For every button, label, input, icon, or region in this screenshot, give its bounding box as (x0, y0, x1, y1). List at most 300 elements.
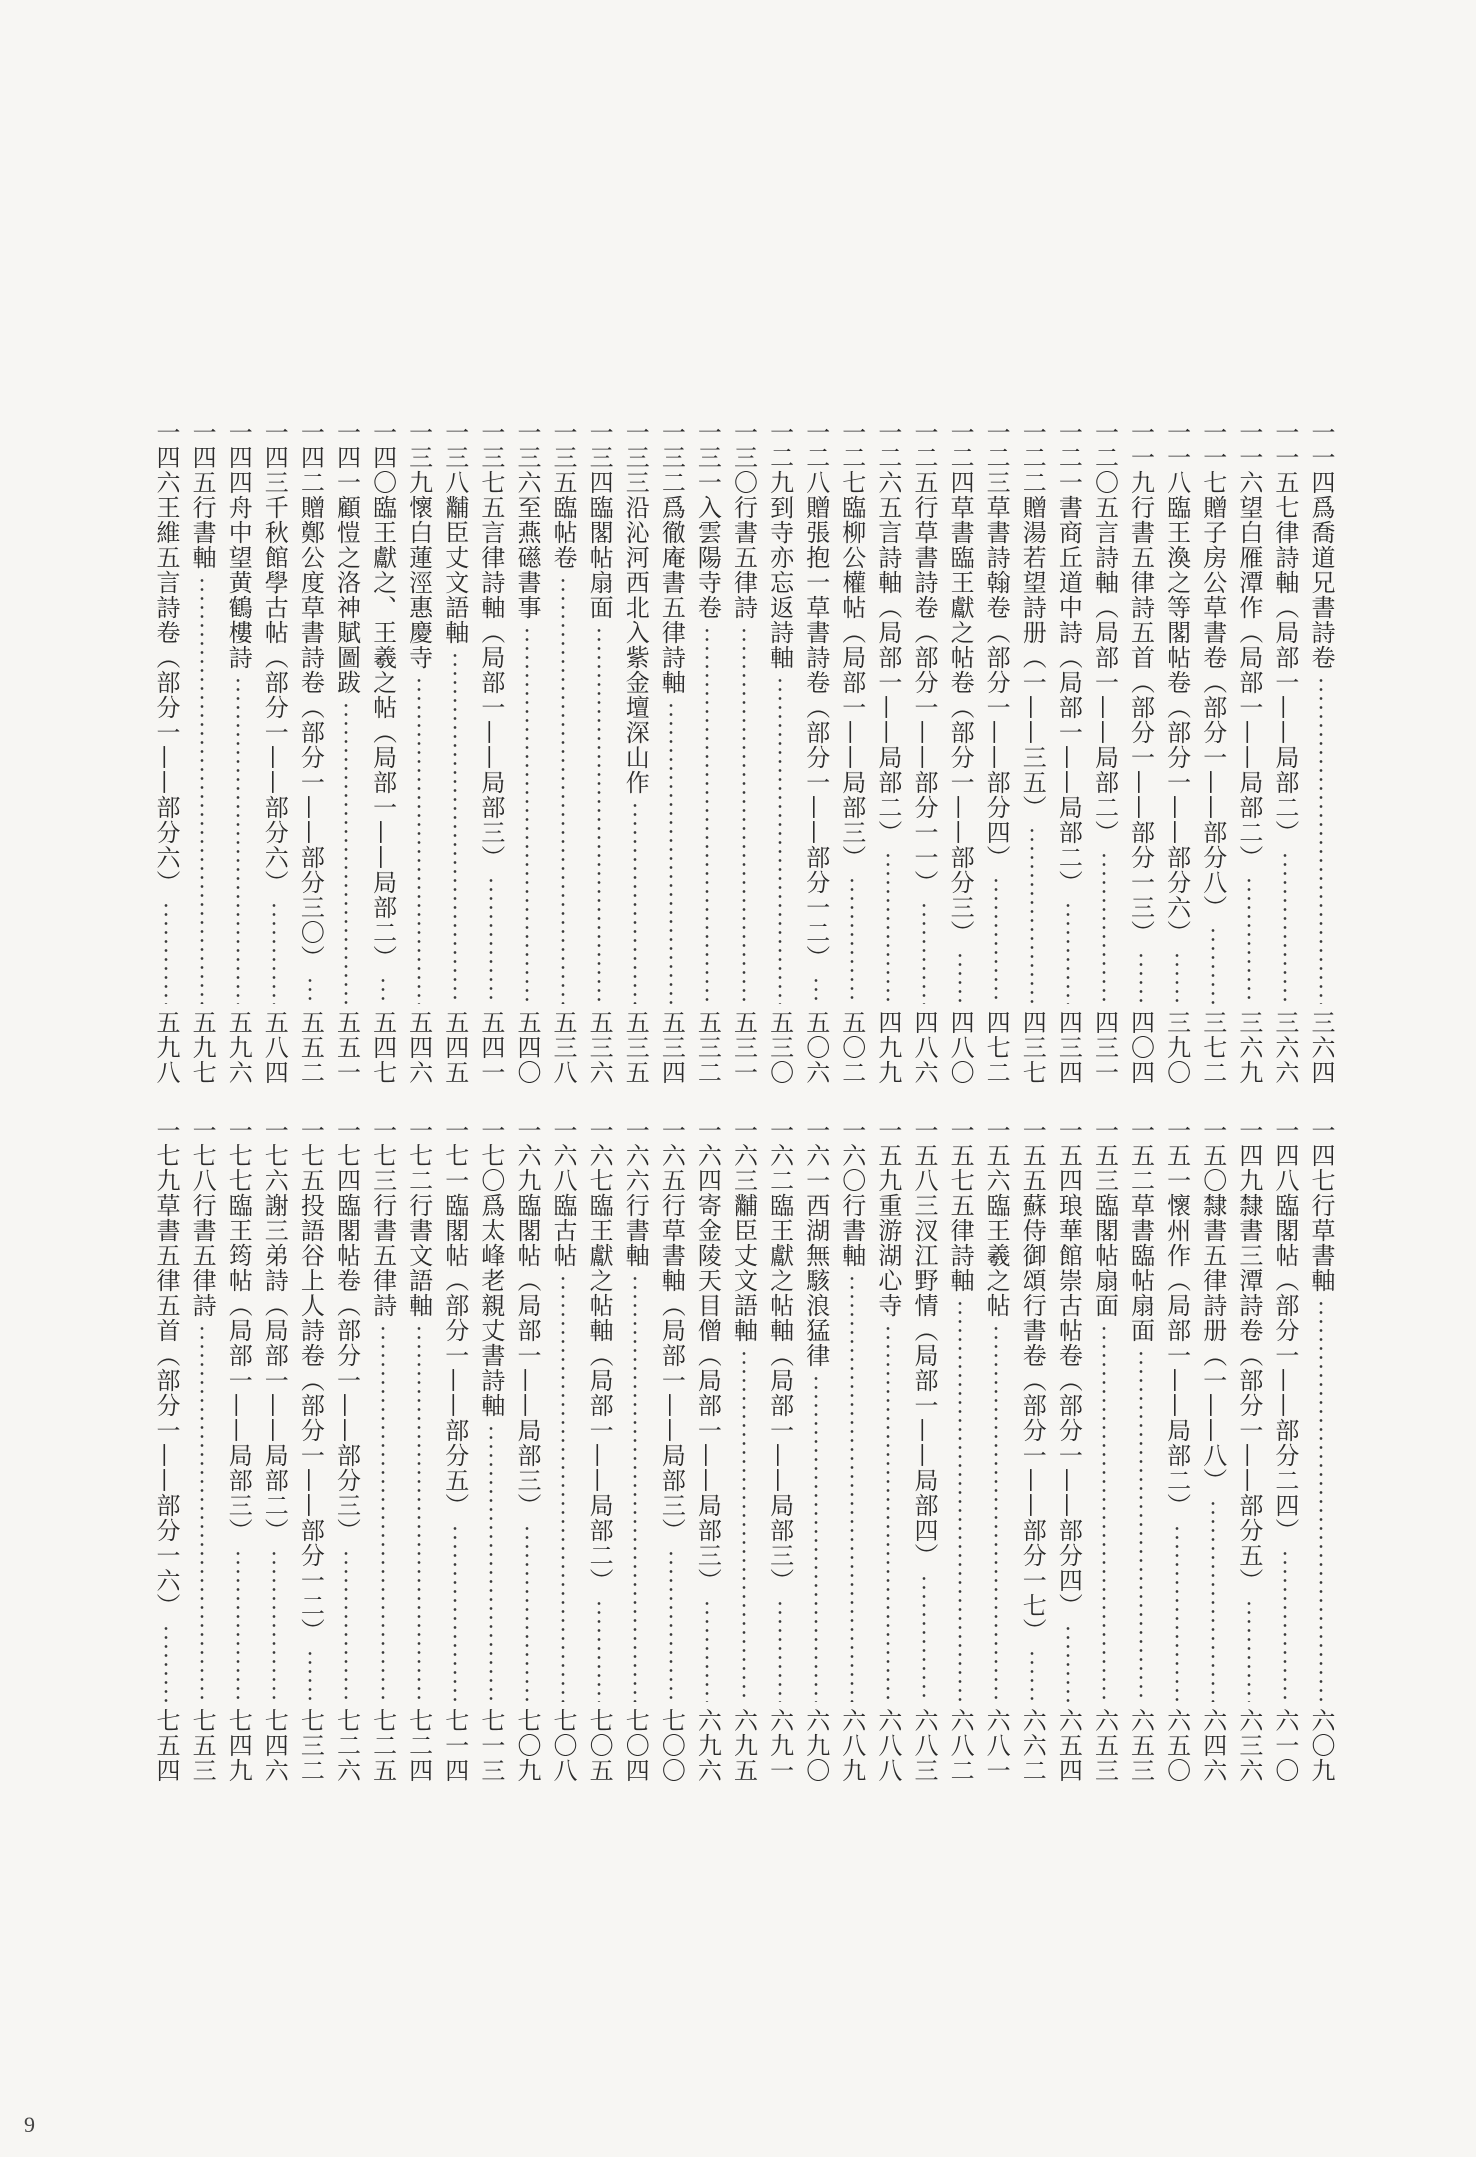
entry-title: 草書五律五首（部分一——部分一六） (152, 1193, 180, 1618)
dot-leader (368, 976, 398, 1004)
dot-leader (1270, 1549, 1300, 1702)
toc-entry (259, 420, 289, 1085)
dot-leader (440, 651, 470, 1004)
entry-page: 六〇九 (1307, 1708, 1335, 1783)
entry-title: 行草書軸（局部一——局部三） (657, 1193, 686, 1543)
dot-leader (548, 576, 578, 1004)
entry-number: 一七六 (260, 1118, 289, 1193)
toc-entry (1162, 420, 1192, 1085)
entry-title: 臨王獻之帖軸（局部一——局部二） (585, 1193, 614, 1593)
dot-leader (404, 676, 434, 1004)
toc-entry (187, 420, 217, 1085)
entry-title: 三汊江野情（局部一——局部四） (909, 1193, 938, 1568)
dot-leader (187, 1324, 217, 1702)
entry-page: 六五〇 (1162, 1708, 1191, 1783)
entry-page: 七四九 (224, 1708, 253, 1783)
dot-leader (151, 1624, 181, 1702)
entry-page: 六九六 (693, 1708, 722, 1783)
entry-number: 一二五 (909, 420, 938, 495)
entry-page: 五三八 (549, 1010, 578, 1085)
entry-page: 四三七 (1018, 1010, 1047, 1085)
dot-leader (1234, 876, 1264, 1004)
entry-title: 爲喬道兄書詩卷 (1307, 495, 1335, 670)
dot-leader (1126, 951, 1156, 1004)
entry-number: 一四二 (296, 420, 325, 495)
toc-entry (656, 1118, 686, 1783)
entry-page: 六四六 (1198, 1708, 1227, 1783)
entry-title: 行書文語軸 (404, 1193, 433, 1318)
entry-number: 一五〇 (1198, 1118, 1227, 1193)
entry-page: 六三六 (1234, 1708, 1263, 1783)
entry-page: 五四〇 (512, 1010, 541, 1085)
entry-page: 四三一 (1090, 1010, 1119, 1085)
dot-leader (981, 876, 1011, 1004)
entry-page: 六一〇 (1270, 1708, 1299, 1783)
entry-number: 一三〇 (729, 420, 758, 495)
dot-leader (295, 976, 325, 1004)
entry-title: 懷白蓮涇惠慶寺 (404, 495, 433, 670)
entry-title: 五律詩軸 (946, 1193, 975, 1293)
toc-entry (1270, 1118, 1300, 1783)
dot-leader (692, 626, 722, 1004)
entry-page: 五九七 (188, 1010, 217, 1085)
entry-title: 黼臣丈文語軸 (440, 495, 469, 645)
dot-leader (187, 576, 217, 1004)
entry-number: 一七〇 (476, 1118, 505, 1193)
toc-entry (692, 1118, 722, 1783)
entry-number: 一六二 (765, 1118, 794, 1193)
entry-page: 七一四 (440, 1708, 469, 1783)
entry-title: 臨閣帖扇面 (585, 495, 614, 620)
dot-leader (1234, 1599, 1264, 1702)
entry-page: 六六二 (1018, 1708, 1047, 1783)
entry-title: 懷州作（局部一——局部二） (1162, 1193, 1191, 1518)
entry-page: 三六四 (1307, 1010, 1335, 1085)
entry-title: 臨王獻之、王羲之帖（局部一——局部二） (368, 495, 397, 970)
toc-entry (223, 1118, 253, 1783)
toc-entry (837, 1118, 867, 1783)
dot-leader (873, 851, 903, 1004)
toc-entry (548, 420, 578, 1085)
dot-leader (1306, 1299, 1336, 1702)
toc-entry (476, 1118, 506, 1783)
entry-title: 贈子房公草書卷（部分一——部分八） (1198, 495, 1227, 920)
entry-number: 一一五 (1270, 420, 1299, 495)
entry-title: 贈鄭公度草書詩卷（部分一——部分三〇） (296, 495, 325, 970)
entry-number: 一六一 (801, 1118, 830, 1193)
dot-leader (909, 1574, 939, 1702)
entry-page: 五三四 (657, 1010, 686, 1085)
entry-title: 重游湖心寺 (873, 1193, 902, 1318)
dot-leader (512, 1524, 542, 1702)
entry-number: 一二二 (1018, 420, 1047, 495)
toc-entry (1126, 1118, 1156, 1783)
entry-number: 一七五 (296, 1118, 325, 1193)
toc-entry (295, 420, 325, 1085)
entry-page: 五三〇 (765, 1010, 794, 1085)
entry-number: 一一六 (1234, 420, 1263, 495)
entry-page: 六五四 (1054, 1708, 1083, 1783)
dot-leader (404, 1324, 434, 1702)
dot-leader (1089, 1324, 1119, 1702)
entry-title: 黼臣丈文語軸 (729, 1193, 758, 1343)
entry-page: 七〇九 (512, 1708, 541, 1783)
dot-leader (548, 1274, 578, 1702)
entry-title: 五言律詩軸（局部一——局部三） (476, 495, 505, 870)
dot-leader (512, 626, 542, 1004)
toc-entry (1053, 420, 1083, 1085)
toc-entry (765, 1118, 795, 1783)
entry-number: 一一八 (1162, 420, 1191, 495)
toc-entry (295, 1118, 325, 1783)
entry-number: 一六八 (549, 1118, 578, 1193)
entry-number: 一二三 (982, 420, 1011, 495)
entry-number: 一四九 (1234, 1118, 1263, 1193)
entry-page: 五八四 (260, 1010, 289, 1085)
dot-leader (584, 1599, 614, 1702)
entry-title: 臨閣帖卷（部分一——部分三） (332, 1193, 361, 1543)
entry-number: 一二九 (765, 420, 794, 495)
entry-number: 一二四 (946, 420, 975, 495)
entry-number: 一二一 (1054, 420, 1083, 495)
toc-entry (909, 420, 939, 1085)
entry-number: 一三七 (476, 420, 505, 495)
toc-entry (1017, 420, 1047, 1085)
entry-number: 一三五 (549, 420, 578, 495)
toc-entry (368, 1118, 398, 1783)
entry-title: 爲太峰老親丈書詩軸 (476, 1193, 505, 1418)
entry-page: 六八二 (946, 1708, 975, 1783)
toc-entry (1198, 420, 1228, 1085)
entry-page: 七〇八 (549, 1708, 578, 1783)
toc-entry (765, 420, 795, 1085)
entry-number: 一二〇 (1090, 420, 1119, 495)
entry-title: 隸書五律詩册（一——八） (1198, 1193, 1227, 1493)
entry-page: 七二四 (404, 1708, 433, 1783)
entry-number: 一三六 (512, 420, 541, 495)
entry-title: 臨閣帖（部分一——部分五） (440, 1193, 469, 1518)
dot-leader (1017, 1649, 1047, 1702)
entry-title: 蘇侍御頌行書卷（部分一——部分一七） (1018, 1193, 1047, 1643)
entry-number: 一二七 (837, 420, 866, 495)
toc-entry (945, 1118, 975, 1783)
entry-number: 一五三 (1090, 1118, 1119, 1193)
entry-page: 七二六 (332, 1708, 361, 1783)
toc-entry (981, 1118, 1011, 1783)
entry-title: 行草書軸 (1307, 1193, 1335, 1293)
toc-entry (873, 1118, 903, 1783)
entry-number: 一三一 (693, 420, 722, 495)
dot-leader (440, 1524, 470, 1702)
entry-title: 行書五律詩 (729, 495, 758, 620)
dot-leader (331, 701, 361, 1004)
entry-title: 臨閣帖（局部一——局部三） (512, 1193, 541, 1518)
entry-title: 行書五律詩 (188, 1193, 217, 1318)
entry-number: 一四〇 (368, 420, 397, 495)
entry-title: 臨古帖 (549, 1193, 578, 1268)
entry-number: 一一七 (1198, 420, 1227, 495)
entry-title: 西湖無駭浪猛律 (801, 1193, 830, 1368)
toc-entry (1234, 420, 1264, 1085)
entry-page: 三六九 (1234, 1010, 1263, 1085)
entry-title: 舟中望黄鶴樓詩 (224, 495, 253, 670)
entry-number: 一四六 (152, 420, 180, 495)
entry-title: 到寺亦忘返詩軸 (765, 495, 794, 670)
entry-title: 行書五律詩五首（部分一——部分一三） (1126, 495, 1155, 945)
entry-number: 一五一 (1162, 1118, 1191, 1193)
toc-entry (945, 420, 975, 1085)
entry-page: 七四六 (260, 1708, 289, 1783)
entry-page: 七〇五 (585, 1708, 614, 1783)
dot-leader (801, 976, 831, 1004)
toc-entry (1089, 420, 1119, 1085)
entry-number: 一七三 (368, 1118, 397, 1193)
entry-number: 一二八 (801, 420, 830, 495)
toc-entry (873, 420, 903, 1085)
entry-page: 七〇〇 (657, 1708, 686, 1783)
toc-entry (1017, 1118, 1047, 1783)
entry-page: 七三二 (296, 1708, 325, 1783)
entry-number: 一七七 (224, 1118, 253, 1193)
entry-page: 五〇二 (837, 1010, 866, 1085)
toc-entry (584, 1118, 614, 1783)
entry-title: 臨閣帖扇面 (1090, 1193, 1119, 1318)
toc-entry (981, 420, 1011, 1085)
dot-leader (729, 626, 759, 1004)
dot-leader (1198, 926, 1228, 1004)
entry-title: 臨閣帖（部分一——部分二四） (1270, 1193, 1299, 1543)
dot-leader (476, 1424, 506, 1702)
entry-title: 贈張抱一草書詩卷（部分一——部分一二） (801, 495, 830, 970)
toc-entry (1126, 420, 1156, 1085)
entry-page: 六八九 (837, 1708, 866, 1783)
dot-leader (620, 801, 650, 1004)
entry-number: 一四四 (224, 420, 253, 495)
entry-title: 入雲陽寺卷 (693, 495, 722, 620)
entry-title: 行書軸 (837, 1193, 866, 1268)
entry-number: 一五五 (1018, 1118, 1047, 1193)
dot-leader (223, 1549, 253, 1702)
toc-entry (259, 1118, 289, 1783)
entry-title: 臨王羲之帖 (982, 1193, 1011, 1318)
entry-title: 臨柳公權帖（局部一——局部三） (837, 495, 866, 870)
entry-title: 行書軸 (188, 495, 217, 570)
toc-entry (151, 420, 181, 1085)
dot-leader (765, 676, 795, 1004)
dot-leader (1053, 1624, 1083, 1702)
dot-leader (223, 676, 253, 1004)
dot-leader (909, 901, 939, 1004)
entry-number: 一四七 (1307, 1118, 1335, 1193)
toc-entry (331, 420, 361, 1085)
entry-page: 六五三 (1090, 1708, 1119, 1783)
toc-entry (1306, 420, 1336, 1085)
entry-page: 四三四 (1054, 1010, 1083, 1085)
entry-page: 四八〇 (946, 1010, 975, 1085)
toc-entry (440, 420, 470, 1085)
entry-page: 三九〇 (1162, 1010, 1191, 1085)
dot-leader (981, 1324, 1011, 1702)
toc-entry (368, 420, 398, 1085)
entry-title: 行草書詩卷（部分一——部分一一） (909, 495, 938, 895)
toc-entry (1053, 1118, 1083, 1783)
entry-number: 一一九 (1126, 420, 1155, 495)
entry-title: 至燕礠書事 (512, 495, 541, 620)
entry-page: 六九〇 (801, 1708, 830, 1783)
page-number: 9 (24, 2112, 35, 2137)
toc-entry (1234, 1118, 1264, 1783)
entry-page: 五四六 (404, 1010, 433, 1085)
entry-page: 六九五 (729, 1708, 758, 1783)
dot-leader (259, 901, 289, 1004)
entry-page: 六八八 (873, 1708, 902, 1783)
entry-page: 五四七 (368, 1010, 397, 1085)
entry-page: 七一三 (476, 1708, 505, 1783)
entry-number: 一七四 (332, 1118, 361, 1193)
dot-leader (1162, 1524, 1192, 1702)
entry-number: 一六六 (621, 1118, 650, 1193)
entry-title: 寄金陵天目僧（局部一——局部三） (693, 1193, 722, 1593)
dot-leader (368, 1324, 398, 1702)
entry-page: 七二五 (368, 1708, 397, 1783)
entry-number: 一六〇 (837, 1118, 866, 1193)
toc-entry (476, 420, 506, 1085)
dot-leader (1198, 1499, 1228, 1702)
entry-page: 六八三 (909, 1708, 938, 1783)
toc-entry (151, 1118, 181, 1783)
entry-number: 一七二 (404, 1118, 433, 1193)
entry-title: 五言詩軸（局部一——局部二） (873, 495, 902, 845)
entry-title: 臨王渙之等閣帖卷（部分一——部分六） (1162, 495, 1191, 945)
entry-number: 一六九 (512, 1118, 541, 1193)
entry-page: 六五三 (1126, 1708, 1155, 1783)
entry-number: 一三四 (585, 420, 614, 495)
entry-page: 三七二 (1198, 1010, 1227, 1085)
entry-title: 琅華館崇古帖卷（部分一——部分四） (1054, 1193, 1083, 1618)
dot-leader (1270, 851, 1300, 1004)
entry-title: 草書詩翰卷（部分一——部分四） (982, 495, 1011, 870)
entry-page: 五三一 (729, 1010, 758, 1085)
entry-title: 投語谷上人詩卷（部分一——部分一二） (296, 1193, 325, 1643)
entry-number: 一三三 (621, 420, 650, 495)
toc-entry (187, 1118, 217, 1783)
toc-entry (404, 1118, 434, 1783)
entry-title: 謝三弟詩（局部一——局部二） (260, 1193, 289, 1543)
toc-entry (620, 1118, 650, 1783)
entry-page: 五四五 (440, 1010, 469, 1085)
dot-leader (765, 1599, 795, 1702)
entry-title: 臨帖卷 (549, 495, 578, 570)
entry-title: 顧愷之洛神賦圖跋 (332, 495, 361, 695)
entry-page: 五三五 (621, 1010, 650, 1085)
dot-leader (873, 1324, 903, 1702)
entry-number: 一四八 (1270, 1118, 1299, 1193)
entry-page: 五四一 (476, 1010, 505, 1085)
toc-entry (440, 1118, 470, 1783)
toc-entry (1270, 420, 1300, 1085)
dot-leader (837, 876, 867, 1004)
dot-leader (729, 1349, 759, 1702)
toc-entry (1198, 1118, 1228, 1783)
entry-number: 一二六 (873, 420, 902, 495)
dot-leader (1162, 951, 1192, 1004)
toc-entry (1162, 1118, 1192, 1783)
entry-page: 五九六 (224, 1010, 253, 1085)
dot-leader (692, 1599, 722, 1702)
toc-entry (656, 420, 686, 1085)
entry-page: 七〇四 (621, 1708, 650, 1783)
entry-title: 臨王獻之帖軸（局部一——局部三） (765, 1193, 794, 1593)
entry-page: 五〇六 (801, 1010, 830, 1085)
dot-leader (945, 1299, 975, 1702)
toc-entry (729, 420, 759, 1085)
toc-entry (801, 420, 831, 1085)
dot-leader (656, 701, 686, 1004)
toc-entry (620, 420, 650, 1085)
entry-number: 一七九 (152, 1118, 180, 1193)
dot-leader (1306, 676, 1336, 1004)
entry-title: 書商丘道中詩（局部一——局部二） (1054, 495, 1083, 895)
dot-leader (259, 1549, 289, 1702)
entry-page: 六九一 (765, 1708, 794, 1783)
entry-number: 一三八 (440, 420, 469, 495)
dot-leader (945, 951, 975, 1004)
entry-title: 贈湯若望詩册（一——三五） (1018, 495, 1047, 820)
entry-title: 沿沁河西北入紫金壇深山作 (621, 495, 650, 795)
entry-title: 爲徹庵書五律詩軸 (657, 495, 686, 695)
entry-page: 五五一 (332, 1010, 361, 1085)
entry-page: 七五三 (188, 1708, 217, 1783)
entry-number: 一五四 (1054, 1118, 1083, 1193)
dot-leader (1017, 826, 1047, 1004)
entry-page: 七五四 (152, 1708, 180, 1783)
entry-title: 望白雁潭作（局部一——局部二） (1234, 495, 1263, 870)
toc-entry (512, 1118, 542, 1783)
entry-number: 一六五 (657, 1118, 686, 1193)
dot-leader (295, 1649, 325, 1702)
entry-page: 五九八 (152, 1010, 180, 1085)
dot-leader (1089, 851, 1119, 1004)
dot-leader (1126, 1349, 1156, 1702)
entry-title: 行書五律詩 (368, 1193, 397, 1318)
dot-leader (801, 1374, 831, 1702)
toc-entry (331, 1118, 361, 1783)
entry-page: 六八一 (982, 1708, 1011, 1783)
entry-page: 四九九 (873, 1010, 902, 1085)
dot-leader (476, 876, 506, 1004)
dot-leader (151, 901, 181, 1004)
toc-entry (729, 1118, 759, 1783)
entry-title: 草書臨帖扇面 (1126, 1193, 1155, 1343)
entry-number: 一三九 (404, 420, 433, 495)
dot-leader (1053, 901, 1083, 1004)
toc-column-block-top (151, 420, 1336, 1085)
entry-title: 千秋館學古帖（部分一——部分六） (260, 495, 289, 895)
toc-entry (692, 420, 722, 1085)
toc-entry (584, 420, 614, 1085)
entry-number: 一四一 (332, 420, 361, 495)
entry-number: 一一四 (1307, 420, 1335, 495)
entry-number: 一五九 (873, 1118, 902, 1193)
toc-entry (801, 1118, 831, 1783)
dot-leader (620, 1274, 650, 1702)
entry-number: 一五八 (909, 1118, 938, 1193)
toc-entry (404, 420, 434, 1085)
entry-title: 草書臨王獻之帖卷（部分一——部分三） (946, 495, 975, 945)
entry-page: 五三六 (585, 1010, 614, 1085)
toc-entry (1306, 1118, 1336, 1783)
entry-title: 隸書三潭詩卷（部分一——部分五） (1234, 1193, 1263, 1593)
